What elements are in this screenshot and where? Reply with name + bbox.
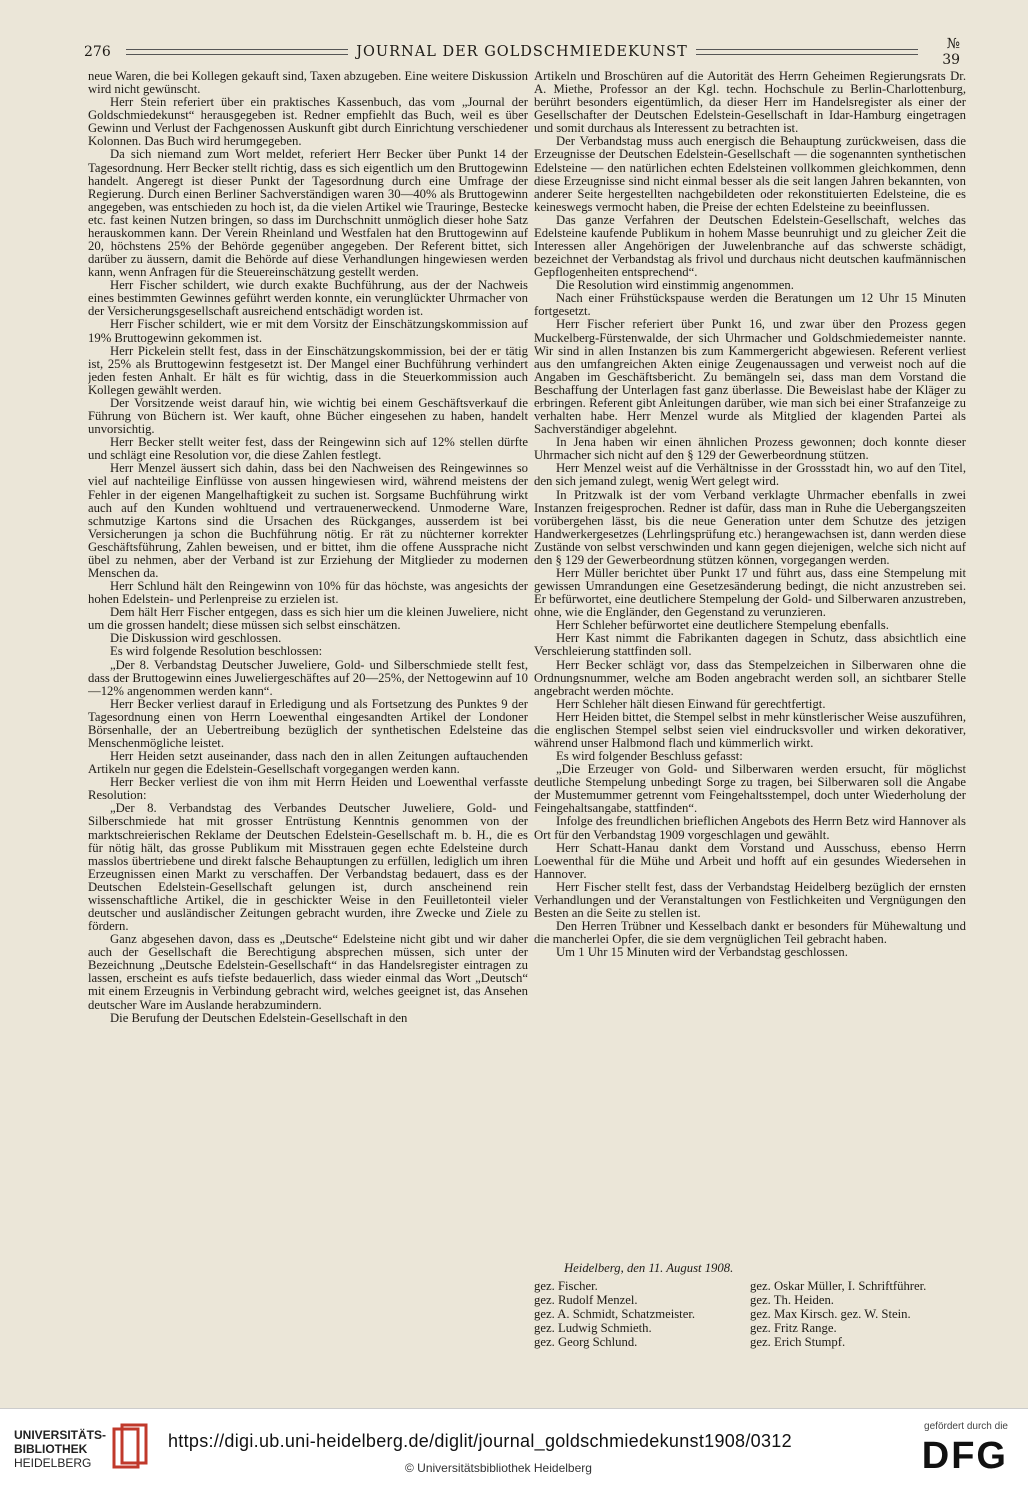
paragraph: Herr Menzel äussert sich dahin, dass bei den Nachweisen des Reingewinnes so viel auf nachteilige Einflüsse von aussen hingewiesen wird, während meistens der Fehler in der eigenen Mangelhaftigkeit zu suchen ist. Sorgsame Buchführung wirkt auch auf den Kunden wohltuend und vertrauenerweckend. Unmoderne Ware, schmutzige Kartons sind die Ursachen des Rückganges, ausserdem ist bei Versicherungen ja schon die Buchführung nötig. Er rät zu nüchterner korrekter Geschäftsführung, Zahlen beweisen, und er bittet, ihm die offene Aussprache nicht übel zu nehmen, aber der Verband ist zur Erziehung der Mitglieder zu modernen Menschen da. bbox=[88, 461, 528, 580]
signature-row bbox=[534, 1336, 966, 1350]
signature-block bbox=[534, 1262, 966, 1350]
paragraph: Infolge des freundlichen brieflichen Angebots des Herrn Betz wird Hannover als Ort für den Verbandstag 1909 vorgeschlagen und gewählt. bbox=[534, 814, 966, 842]
signature-row bbox=[534, 1322, 966, 1336]
header-rule-right bbox=[696, 49, 918, 55]
paragraph: Die Diskussion wird geschlossen. bbox=[110, 631, 282, 646]
paragraph: „Der 8. Verbandstag Deutscher Juweliere, Gold- und Silberschmiede stellt fest, dass der Bruttogewinn eines Juweliergeschäftes auf 20—25%, der Nettogewinn auf 10—12% angenommen werden kann“. bbox=[88, 657, 528, 698]
signature: gez. Fischer. bbox=[534, 1278, 598, 1293]
paragraph: Der Verbandstag muss auch energisch die Behauptung zurückweisen, dass die Erzeugnisse der Deutschen Edelstein-Gesellschaft — die sogenannten synthetischen Edelsteine — den natürlichen echten Edelsteinen vollkommen gleichkommen, denn diese Erzeugnisse sind nicht einmal besser als die seit langen Jahren bekannten, von anderer Seite hergestellten nachgebildeten oder rekonstituierten Edelsteine, die es keineswegs vermocht haben, die Preise der echten Edelsteine zu beeinflussen. bbox=[534, 134, 966, 214]
paragraph: Herr Schleher befürwortet eine deutlichere Stempelung ebenfalls. bbox=[556, 618, 889, 633]
paragraph: Herr Fischer schildert, wie er mit dem Vorsitz der Einschätzungskommission auf 19% Bruttogewinn gekommen ist. bbox=[88, 317, 528, 345]
paragraph: Nach einer Frühstückspause werden die Beratungen um 12 Uhr 15 Minuten fortgesetzt. bbox=[534, 291, 966, 319]
viewer-footer bbox=[0, 1408, 1028, 1487]
paragraph: Herr Schatt-Hanau dankt dem Vorstand und Ausschuss, ebenso Herrn Loewenthal für die Mühe und Arbeit und hofft auf ein gesundes Wiedersehen in Hannover. bbox=[534, 840, 966, 881]
paragraph: neue Waren, die bei Kollegen gekauft sind, Taxen abzugeben. Eine weitere Diskussion wird nicht gewünscht. bbox=[88, 70, 528, 97]
paragraph: Herr Heiden setzt auseinander, dass nach den in allen Zeitungen auftauchenden Artikeln nur gegen die Edelstein-Gesellschaft vorgegangen werden kann. bbox=[88, 749, 528, 777]
journal-title: JOURNAL DER GOLDSCHMIEDEKUNST bbox=[356, 44, 688, 60]
library-logo-icon bbox=[108, 1423, 152, 1473]
signature: gez. Fritz Range. bbox=[750, 1320, 837, 1335]
page-number: 276 bbox=[84, 44, 111, 60]
issue-number: № 39 bbox=[942, 36, 961, 68]
date-line: Heidelberg, den 11. August 1908. bbox=[564, 1261, 734, 1275]
paragraph: Herr Fischer schildert, wie durch exakte Buchführung, aus der der Nachweis eines bestimmten Gewinnes geführt werden konnte, ein verunglückter Uhrmacher von der Versicherungsgesellschaft ausreichend entschädigt worden ist. bbox=[88, 278, 528, 319]
library-name-line1: UNIVERSITÄTS- bbox=[14, 1428, 107, 1442]
paragraph: Herr Pickelein stellt fest, dass in der Einschätzungskommission, bei der er tätig ist, 25% als Bruttogewinn festgesetzt ist. Der Mangel einer Buchführung verhindert jeden festen Anhalt. Er hält es für wichtig, dass in die Steuerkommission auch Kollegen gewählt werden. bbox=[88, 343, 528, 397]
permalink-url[interactable]: https://digi.ub.uni-heidelberg.de/diglit/journal_goldschmiedekunst1908/0312 bbox=[168, 1431, 792, 1451]
paragraph: Herr Stein referiert über ein praktisches Kassenbuch, das vom „Journal der Goldschmiedekunst“ herausgegeben ist. Redner empfiehlt das Buch, weil es über Gewinn und Verlust der Fachgenossen Auskunft gibt durch Einrichtung verschiedener Kolonnen. Das Buch wird herumgegeben. bbox=[88, 95, 528, 149]
dfg-logo-icon[interactable]: DFG bbox=[921, 1435, 1008, 1477]
copyright-notice: © Universitätsbibliothek Heidelberg bbox=[405, 1461, 592, 1475]
paragraph: Herr Fischer referiert über Punkt 16, und zwar über den Prozess gegen Muckelberg-Fürstenwalde, der sich Uhrmacher und Goldschmiedemeister nannte. Wir sind in allen Instanzen bis zum Kammergericht abgewiesen. Referent verliest aus den umfangreichen Akten einige Zeugenaussagen und verweist noch auf die Angaben im Geschäftsbericht. Zu bemängeln sei, dass man dem Vorstand die Beschaffung der Unterlagen fast ganz überlasse. Die Beweislast habe der Kläger zu erbringen. Referent gibt Anleitungen darüber, wie man sich bei einer Strafanzeige zu verhalten habe. Herr Menzel wurde als Mitglied der klagenden Partei als Sachverständiger abgelehnt. bbox=[534, 317, 966, 437]
left-column bbox=[88, 70, 528, 1366]
signature: gez. Rudolf Menzel. bbox=[534, 1292, 638, 1307]
signature: gez. A. Schmidt, Schatzmeister. bbox=[534, 1306, 696, 1321]
paragraph: Den Herren Trübner und Kesselbach dankt er besonders für Mühewaltung und die mancherlei Opfer, die sie dem vergnüglichen Teil gebracht haben. bbox=[534, 919, 966, 947]
paragraph: Herr Becker verliest die von ihm mit Herrn Heiden und Loewenthal verfasste Resolution: bbox=[88, 775, 528, 803]
paragraph: In Pritzwalk ist der vom Verband verklagte Uhrmacher ebenfalls in zwei Instanzen freigesprochen. Redner ist dafür, dass man in Ruhe die Uebergangszeiten vorübergehen lässt, bis die neue Generation unter dem Schutze des jetzigen Handwerkergesetzes (Lehrlingsprüfung etc.) herangewachsen ist, dann werden diese Zustände von selbst verschwinden und kann gegen diejenigen, welche sich nicht auf den § 129 der Gewerbeordnung stützen können, vorgegangen werden. bbox=[534, 487, 966, 567]
paragraph: Um 1 Uhr 15 Minuten wird der Verbandstag geschlossen. bbox=[556, 945, 848, 960]
paragraph: Herr Fischer stellt fest, dass der Verbandstag Heidelberg bezüglich der ernsten Verhandlungen und der Veranstaltungen von Festlichkeiten und Vergnügungen den Besten an die Seite zu stellen ist. bbox=[534, 879, 966, 920]
signature-row bbox=[534, 1294, 966, 1308]
paragraph: Herr Becker verliest darauf in Erledigung und als Fortsetzung des Punktes 9 der Tagesordnung einen von Herrn Loewenthal eingesandten Artikel der Londoner Börsenhalle, der an Uebertreibung bezüglich der synthetischen Edelsteine das Menschenmögliche leistet. bbox=[88, 696, 528, 750]
signature-row bbox=[534, 1308, 966, 1322]
paragraph: Das ganze Verfahren der Deutschen Edelstein-Gesellschaft, welches das Edelsteine kaufende Publikum in hohem Masse beunruhigt und zu gleicher Zeit die Interessen aller Angehörigen der Juwelenbranche auf das schwerste schädigt, bezeichnet der Verbandstag als frivol und durchaus nicht deutschen kaufmännischen Gepflogenheiten entsprechend“. bbox=[534, 212, 966, 280]
paragraph: Die Resolution wird einstimmig angenommen. bbox=[556, 278, 794, 293]
signature: gez. Th. Heiden. bbox=[750, 1292, 834, 1307]
paragraph: Herr Heiden bittet, die Stempel selbst in mehr künstlerischer Weise auszuführen, die englischen Stempel selbst seien viel eindrucksvoller und wirken dekorativer, während unser Halbmond flach und kümmerlich wirkt. bbox=[534, 709, 966, 750]
right-column bbox=[534, 70, 966, 1170]
library-name-line2: BIBLIOTHEK bbox=[14, 1441, 88, 1456]
signature-rows bbox=[534, 1280, 966, 1350]
paragraph: Herr Schlund hält den Reingewinn von 10% für das höchste, was angesichts der hohen Edelstein- und Perlenpreise zu erzielen ist. bbox=[88, 579, 528, 607]
signature-row bbox=[534, 1280, 966, 1294]
paragraph: Da sich niemand zum Wort meldet, referiert Herr Becker über Punkt 14 der Tagesordnung. Herr Becker stellt richtig, dass es sich eigentlich um den Bruttogewinn handelt. Angeregt ist dieser Punkt der Tagesordnung durch eine Umfrage der Regierung. Durch einen Berliner Sachverständigen waren 30—40% als Bruttogewinn angegeben, was entschieden zu hoch ist, da die vielen Artikel wie Trauringe, Bestecke etc. fast keinen Nutzen bringen, so dass im Durchschnitt unmöglich dieser hohe Satz herauskommen kann. Der Verein Rheinland und Westfalen hat den Bruttogewinn auf 20, höchstens 25% der Behörde gegenüber angegeben. Der Referent bittet, sich darüber zu äussern, damit die Behörde auf diese Verhandlungen hingewiesen werden kann, wenn Anfragen für die Steuereinschätzung gestellt werden. bbox=[88, 147, 528, 280]
paragraph: „Der 8. Verbandstag des Verbandes Deutscher Juweliere, Gold- und Silberschmiede hat mit grosser Entrüstung Kenntnis genommen von der marktschreierischen Reklame der Deutschen Edelstein-Gesellschaft m. b. H., die es für nötig hält, das grosse Publikum mit Misstrauen gegen echte Edelsteine durch masslos übertriebene und direkt falsche Behauptungen zu erfüllen, lediglich um ihren Erzeugnissen einen Markt zu verschaffen. Der Verbandstag bedauert, dass es der Deutschen Edelstein-Gesellschaft gelungen ist, durch anscheinend rein wissenschaftliche Artikel, die in geschickter Weise in den Feuilletonteil vieler deutscher und ausländischer Zeitungen gebracht wurden, ihre Zwecke und Ziele zu fördern. bbox=[88, 801, 528, 934]
paragraph: Herr Becker stellt weiter fest, dass der Reingewinn sich auf 12% stellen dürfte und schlägt eine Resolution vor, die diese Zahlen festlegt. bbox=[88, 435, 528, 463]
signature: gez. Erich Stumpf. bbox=[750, 1334, 846, 1349]
paragraph: Herr Becker schlägt vor, dass das Stempelzeichen in Silberwaren ohne die Ordnungsnummer, welche am Boden angebracht werden soll, an sichtbarer Stelle angebracht werden möchte. bbox=[534, 657, 966, 698]
paragraph: Dem hält Herr Fischer entgegen, dass es sich hier um die kleinen Juweliere, nicht um die grossen handelt; diese müssen sich selbst einschätzen. bbox=[88, 605, 528, 633]
signature: gez. Georg Schlund. bbox=[534, 1334, 638, 1349]
paragraph: Artikeln und Broschüren auf die Autorität des Herrn Geheimen Regierungsrats Dr. A. Miethe, Professor an der Kgl. techn. Hochschule zu Berlin-Charlottenburg, berührt besonders eigentümlich, da dieser Herr im Handelsregister als einer der Gesellschafter der Deutschen Edelstein-Gesellschaft in Idar-Hamburg eingetragen und somit durchaus als Interessent zu betrachten ist. bbox=[534, 70, 966, 136]
signature: gez. Max Kirsch. gez. W. Stein. bbox=[750, 1306, 911, 1321]
paragraph: Herr Müller berichtet über Punkt 17 und führt aus, dass eine Stempelung mit gewissen Umrandungen eine Gesetzesänderung bedingt, die nicht anzustreben sei. Er befürwortet, eine deutlichere Stempelung der Gold- und Silberwaren anzustreben, ohne, wie die Engländer, den Gegenstand zu verunzieren. bbox=[534, 565, 966, 620]
running-header bbox=[84, 36, 961, 68]
library-name-line3: HEIDELBERG bbox=[14, 1455, 92, 1470]
signature: gez. Ludwig Schmieth. bbox=[534, 1320, 652, 1335]
paragraph: Herr Menzel weist auf die Verhältnisse in der Grossstadt hin, wo auf den Titel, den sich jemand zulegt, wenig Wert gelegt wird. bbox=[534, 461, 966, 489]
paragraph: Es wird folgender Beschluss gefasst: bbox=[556, 749, 743, 764]
paragraph: „Die Erzeuger von Gold- und Silberwaren werden ersucht, für möglichst deutliche Stempelung unbedingt Sorge zu tragen, bei Silberwaren soll die Angabe der Mustemummer getrennt vom Feingehaltsstempel, doch unter Wiederholung der Feingehaltsangabe, stattfinden“. bbox=[534, 762, 966, 816]
paragraph: Es wird folgende Resolution beschlossen: bbox=[110, 644, 323, 659]
paragraph: Die Berufung der Deutschen Edelstein-Gesellschaft in den bbox=[110, 1010, 408, 1025]
funding-note: gefördert durch die bbox=[924, 1421, 1008, 1432]
paragraph: Herr Schleher hält diesen Einwand für gerechtfertigt. bbox=[556, 696, 826, 711]
header-rule-left bbox=[126, 49, 348, 55]
paragraph: Herr Kast nimmt die Fabrikanten dagegen in Schutz, dass absichtlich eine Verschleierung stattfinden soll. bbox=[534, 631, 966, 659]
paragraph: Der Vorsitzende weist darauf hin, wie wichtig bei einem Geschäftsverkauf die Führung von Büchern ist. Wer kauft, ohne Bücher eingesehen zu haben, handelt unvorsichtig. bbox=[88, 395, 528, 437]
signature: gez. Oskar Müller, I. Schriftführer. bbox=[750, 1278, 927, 1293]
paragraph: In Jena haben wir einen ähnlichen Prozess gewonnen; doch konnte dieser Uhrmacher sich nicht auf den § 129 der Gewerbeordnung stützen. bbox=[534, 435, 966, 463]
paragraph: Ganz abgesehen davon, dass es „Deutsche“ Edelsteine nicht gibt und wir daher auch der Gesellschaft die Berechtigung absprechen müssen, sich unter der Bezeichnung „Deutsche Edelstein-Gesellschaft“ in das Handelsregister eintragen zu lassen, erscheint es aufs tiefste bedauerlich, dass wieder einmal das Wort „Deutsch“ mit einem Erzeugnis in Verbindung gebracht wird, welches geeignet ist, das Ansehen deutscher Ware im Auslande herabzumindern. bbox=[88, 932, 528, 1012]
